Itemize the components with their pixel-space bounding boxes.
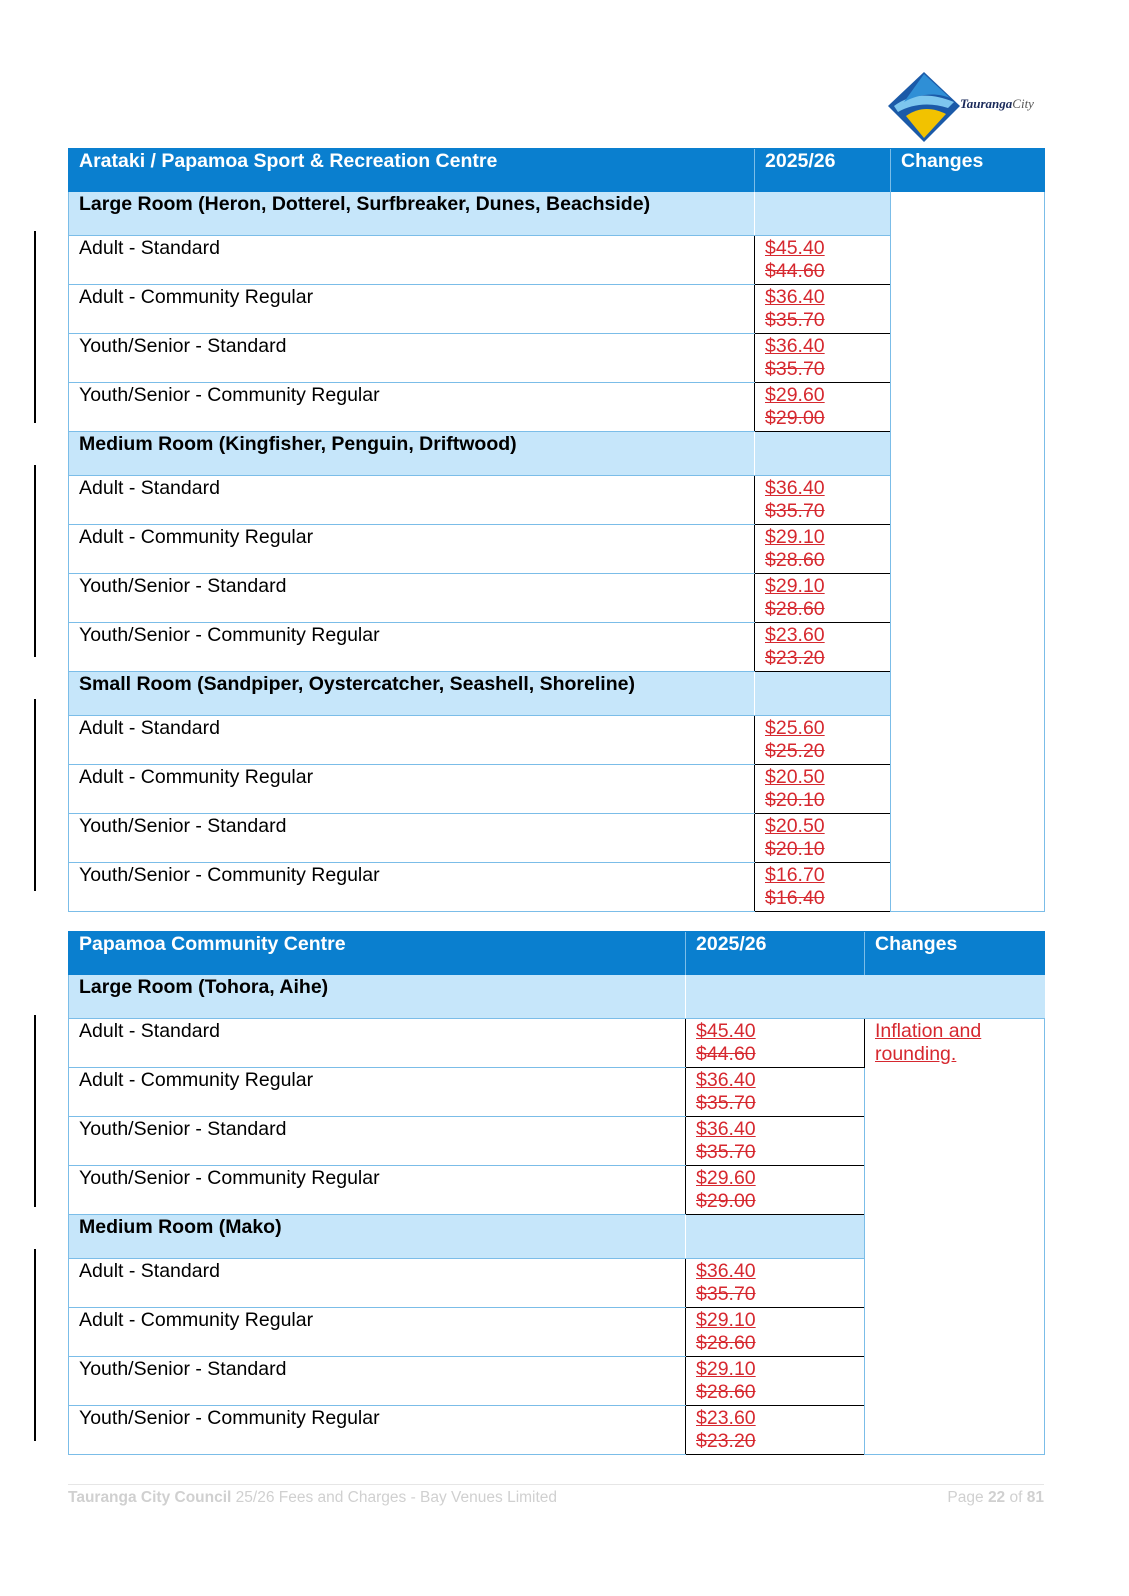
change-bar [34,1015,36,1207]
price-cell [686,1019,865,1068]
section-price-cell [686,975,865,1019]
old-price: $16.40 [765,887,825,909]
price-cell [755,716,891,765]
old-price: $35.70 [696,1283,756,1305]
new-price: $36.40 [765,335,825,357]
old-price: $35.70 [765,309,825,331]
old-price: $35.70 [765,358,825,380]
page-total: 81 [1026,1489,1044,1506]
row-label: Youth/Senior - Standard [69,574,755,623]
row-label: Youth/Senior - Standard [69,1117,686,1166]
old-price: $35.70 [765,500,825,522]
old-price: $20.10 [765,789,825,811]
change-note: Inflation and rounding. [875,1020,982,1065]
price-cell [755,285,891,334]
section-title: Large Room (Heron, Dotterel, Surfbreaker, Dunes, Beachside) [69,192,755,236]
table-title: Arataki / Papamoa Sport & Recreation Centre [69,149,755,193]
section-title: Small Room (Sandpiper, Oystercatcher, Seashell, Shoreline) [69,672,755,716]
old-price: $29.00 [696,1190,756,1212]
price-cell [755,814,891,863]
old-price: $25.20 [765,740,825,762]
price-cell [755,476,891,525]
price-cell [755,334,891,383]
old-price: $28.60 [696,1332,756,1354]
fees-table-papamoa-community [68,931,1045,1455]
section-price-cell [755,432,891,476]
price-cell [755,574,891,623]
new-price: $16.70 [765,864,825,886]
row-label: Youth/Senior - Community Regular [69,383,755,432]
old-price: $35.70 [696,1141,756,1163]
new-price: $20.50 [765,815,825,837]
new-price: $29.10 [765,526,825,548]
logo-suffix: City [1012,96,1034,111]
row-label: Adult - Standard [69,1019,686,1068]
section-title: Large Room (Tohora, Aihe) [69,975,686,1019]
col-changes-header: Changes [865,932,1045,976]
price-cell [686,1308,865,1357]
new-price: $36.40 [696,1118,756,1140]
new-price: $29.60 [696,1167,756,1189]
row-label: Adult - Community Regular [69,525,755,574]
price-cell [686,1068,865,1117]
price-cell [755,863,891,912]
section-price-cell [686,1215,865,1259]
price-cell [755,236,891,285]
change-bar [34,465,36,657]
old-price: $23.20 [696,1430,756,1452]
row-label: Youth/Senior - Standard [69,334,755,383]
price-cell [755,525,891,574]
row-label: Youth/Senior - Community Regular [69,863,755,912]
row-label: Adult - Community Regular [69,1308,686,1357]
old-price: $35.70 [696,1092,756,1114]
old-price: $23.20 [765,647,825,669]
footer-doc: 25/26 Fees and Charges - Bay Venues Limited [235,1489,558,1506]
changes-cell [891,192,1045,912]
section-title: Medium Room (Mako) [69,1215,686,1259]
change-bar [34,231,36,423]
row-label: Adult - Community Regular [69,765,755,814]
new-price: $36.40 [765,477,825,499]
of-word: of [1009,1489,1023,1506]
price-cell [686,1259,865,1308]
section-row [69,975,1045,1019]
fees-table-arataki [68,148,1045,912]
change-bar [34,1249,36,1441]
new-price: $25.60 [765,717,825,739]
new-price: $29.10 [696,1358,756,1380]
row-label: Adult - Community Regular [69,1068,686,1117]
page-number [947,1489,1044,1507]
old-price: $44.60 [765,260,825,282]
price-cell [755,383,891,432]
row-label: Youth/Senior - Community Regular [69,1166,686,1215]
new-price: $23.60 [696,1407,756,1429]
section-row [69,192,1045,236]
col-year-header: 2025/26 [686,932,865,976]
new-price: $29.10 [696,1309,756,1331]
price-cell [755,623,891,672]
old-price: $28.60 [765,598,825,620]
new-price: $36.40 [765,286,825,308]
section-price-cell [755,672,891,716]
old-price: $44.60 [696,1043,756,1065]
page-current: 22 [987,1489,1006,1506]
price-cell [686,1406,865,1455]
row-label: Adult - Standard [69,476,755,525]
new-price: $20.50 [765,766,825,788]
old-price: $28.60 [696,1381,756,1403]
new-price: $23.60 [765,624,825,646]
row-label: Adult - Community Regular [69,285,755,334]
new-price: $45.40 [765,237,825,259]
row-label: Youth/Senior - Community Regular [69,1406,686,1455]
old-price: $29.00 [765,407,825,429]
row-label: Youth/Senior - Standard [69,814,755,863]
section-price-cell [755,192,891,236]
row-label: Youth/Senior - Community Regular [69,623,755,672]
page-word: Page [947,1489,984,1506]
price-cell [686,1357,865,1406]
row-label: Adult - Standard [69,1259,686,1308]
section-changes-cell [865,975,1045,1019]
section-title: Medium Room (Kingfisher, Penguin, Driftwood) [69,432,755,476]
new-price: $29.10 [765,575,825,597]
col-changes-header: Changes [891,149,1045,193]
logo-name: Tauranga [960,96,1013,111]
new-price: $36.40 [696,1260,756,1282]
new-price: $45.40 [696,1020,756,1042]
table-row [69,1019,1045,1068]
change-bar [34,699,36,891]
row-label: Adult - Standard [69,716,755,765]
new-price: $36.40 [696,1069,756,1091]
old-price: $28.60 [765,549,825,571]
table-title: Papamoa Community Centre [69,932,686,976]
old-price: $20.10 [765,838,825,860]
footer-org: Tauranga City Council [68,1489,232,1506]
changes-cell [865,1019,1045,1455]
logo-emblem-icon [888,72,968,144]
logo-text [960,96,1034,112]
row-label: Adult - Standard [69,236,755,285]
row-label: Youth/Senior - Standard [69,1357,686,1406]
new-price: $29.60 [765,384,825,406]
col-year-header: 2025/26 [755,149,891,193]
price-cell [755,765,891,814]
price-cell [686,1166,865,1215]
price-cell [686,1117,865,1166]
page-footer [68,1484,1044,1507]
